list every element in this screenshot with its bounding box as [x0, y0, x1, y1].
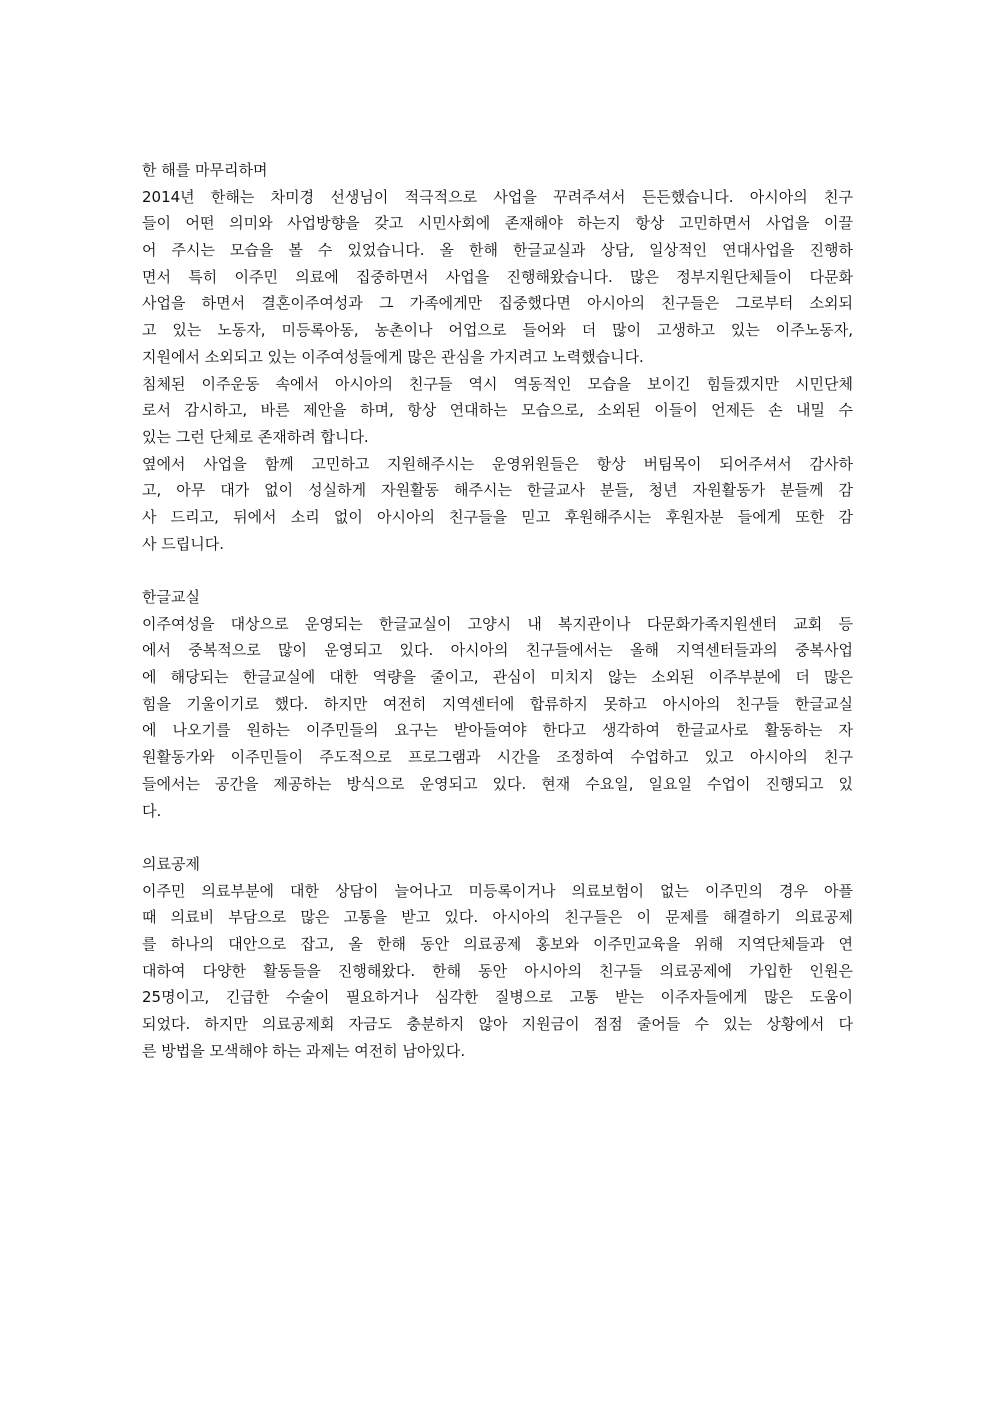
text-line: 대하여 다양한 활동들을 진행해왔다. 한해 동안 아시아의 친구들 의료공제에 가입한 인원은	[142, 961, 853, 980]
text-line: 들이 어떤 의미와 사업방향을 갖고 시민사회에 존재해야 하는지 항상 고민하면서 사업을 이끌	[142, 214, 853, 233]
text-line: 25명이고, 긴급한 수술이 필요하거나 심각한 질병으로 고통 받는 이주자들에게 많은 도움이	[142, 988, 853, 1007]
text-line: 2014년 한해는 차미경 선생님이 적극적으로 사업을 꾸려주셔서 든든했습니다. 아시아의 친구	[142, 187, 853, 206]
text-line: 사 드리고, 뒤에서 소리 없이 아시아의 친구들을 믿고 후원해주시는 후원자분 들에게 또한 감	[142, 507, 853, 526]
text-line: 고, 아무 대가 없이 성실하게 자원활동 해주시는 한글교사 분들, 청년 자원활동가 분들께 감	[142, 481, 853, 500]
text-line: 면서 특히 이주민 의료에 집중하면서 사업을 진행해왔습니다. 많은 정부지원단체들이 다문화	[142, 267, 853, 286]
paragraph	[142, 878, 853, 1065]
section-gap	[142, 557, 853, 584]
text-line: 있는 그런 단체로 존재하려 합니다.	[142, 427, 369, 446]
section-heading: 한글교실	[142, 588, 200, 606]
text-line: 어 주시는 모습을 볼 수 있었습니다. 올 한해 한글교실과 상담, 일상적인 연대사업을 진행하	[142, 241, 853, 260]
text-line: 이주민 의료부분에 대한 상담이 늘어나고 미등록이거나 의료보험이 없는 이주민의 경우 아플	[142, 881, 853, 900]
text-line: 로서 감시하고, 바른 제안을 하며, 항상 연대하는 모습으로, 소외된 이들이 언제든 손 내밀 수	[142, 401, 853, 420]
section	[142, 584, 853, 824]
text-line: 에 나오기를 원하는 이주민들의 요구는 받아들여야 한다고 생각하여 한글교사로 활동하는 자	[142, 721, 853, 740]
text-line: 들에서는 공간을 제공하는 방식으로 운영되고 있다. 현재 수요일, 일요일 수업이 진행되고 있	[142, 774, 853, 793]
section	[142, 851, 853, 1065]
text-line: 지원에서 소외되고 있는 이주여성들에게 많은 관심을 가지려고 노력했습니다.	[142, 347, 644, 366]
paragraph	[142, 371, 853, 451]
text-line: 사업을 하면서 결혼이주여성과 그 가족에게만 집중했다면 아시아의 친구들은 그로부터 소외되	[142, 294, 853, 313]
section	[142, 157, 853, 557]
text-line: 원활동가와 이주민들이 주도적으로 프로그램과 시간을 조정하여 수업하고 있고 아시아의 친구	[142, 748, 853, 767]
text-line: 이주여성을 대상으로 운영되는 한글교실이 고양시 내 복지관이나 다문화가족지원센터 교회 등	[142, 614, 853, 633]
text-line: 를 하나의 대안으로 잡고, 올 한해 동안 의료공제 홍보와 이주민교육을 위해 지역단체들과 연	[142, 934, 853, 953]
text-line: 때 의료비 부담으로 많은 고통을 받고 있다. 아시아의 친구들은 이 문제를 해결하기 의료공제	[142, 908, 853, 927]
text-line: 되었다. 하지만 의료공제회 자금도 충분하지 않아 지원금이 점점 줄어들 수 있는 상황에서 다	[142, 1015, 853, 1033]
paragraph	[142, 184, 853, 371]
text-line: 사 드립니다.	[142, 534, 224, 553]
section-heading: 한 해를 마무리하며	[142, 161, 268, 179]
paragraph	[142, 451, 853, 558]
text-line: 침체된 이주운동 속에서 아시아의 친구들 역시 역동적인 모습을 보이긴 힘들겠지만 시민단체	[142, 374, 853, 393]
text-line: 에 해당되는 한글교실에 대한 역량을 줄이고, 관심이 미치지 않는 소외된 이주부분에 더 많은	[142, 668, 853, 687]
text-line: 에서 중복적으로 많이 운영되고 있다. 아시아의 친구들에서는 올해 지역센터들과의 중복사업	[142, 641, 853, 660]
section-heading: 의료공제	[142, 854, 200, 873]
section-gap	[142, 824, 853, 851]
paragraph	[142, 611, 853, 825]
text-line: 른 방법을 모색해야 하는 과제는 여전히 남아있다.	[142, 1041, 466, 1060]
text-line: 옆에서 사업을 함께 고민하고 지원해주시는 운영위원들은 항상 버팀목이 되어주셔서 감사하	[142, 454, 853, 473]
document-body	[142, 157, 853, 1064]
text-line: 고 있는 노동자, 미등록아동, 농촌이나 어업으로 들어와 더 많이 고생하고 있는 이주노동자,	[142, 321, 853, 340]
text-line: 힘을 기울이기로 했다. 하지만 여전히 지역센터에 합류하지 못하고 아시아의 친구들 한글교실	[142, 694, 853, 713]
text-line: 다.	[142, 801, 162, 820]
